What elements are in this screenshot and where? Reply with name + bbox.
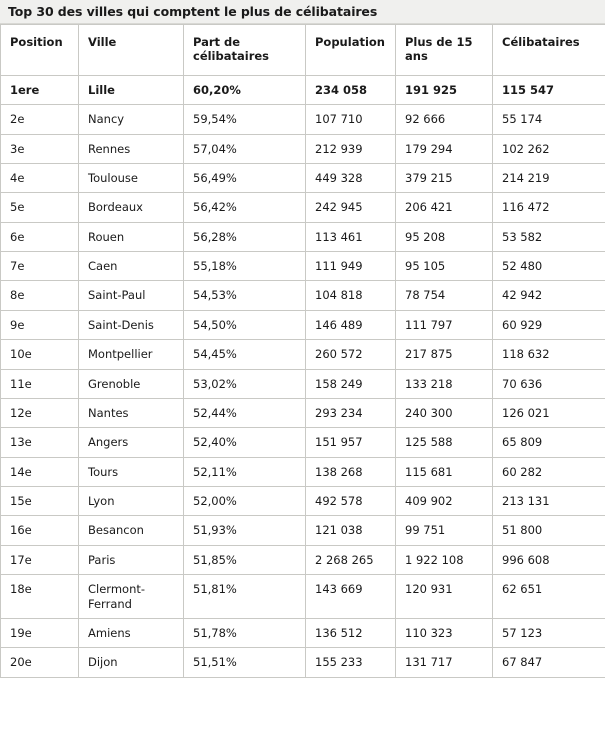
- cell-city: Rennes: [79, 134, 184, 163]
- cell-over15: 78 754: [396, 281, 493, 310]
- cell-over15: 92 666: [396, 105, 493, 134]
- cell-position: 7e: [1, 252, 79, 281]
- cell-singles: 116 472: [493, 193, 605, 222]
- ranking-table: [0, 24, 605, 678]
- cell-share: 54,50%: [184, 310, 306, 339]
- cell-city: Nantes: [79, 398, 184, 427]
- cell-position: 14e: [1, 457, 79, 486]
- cell-singles: 42 942: [493, 281, 605, 310]
- cell-singles: 60 929: [493, 310, 605, 339]
- table-row: [1, 75, 605, 104]
- cell-singles: 62 651: [493, 575, 605, 619]
- cell-over15: 206 421: [396, 193, 493, 222]
- cell-city: Toulouse: [79, 163, 184, 192]
- cell-city: Clermont-Ferrand: [79, 575, 184, 619]
- cell-over15: 379 215: [396, 163, 493, 192]
- column-header-population: Population: [306, 25, 396, 76]
- cell-city: Rouen: [79, 222, 184, 251]
- column-header-over15: Plus de 15 ans: [396, 25, 493, 76]
- table-row: [1, 281, 605, 310]
- cell-city: Nancy: [79, 105, 184, 134]
- cell-share: 51,81%: [184, 575, 306, 619]
- table-row: [1, 134, 605, 163]
- cell-population: 492 578: [306, 487, 396, 516]
- cell-city: Bordeaux: [79, 193, 184, 222]
- page-title: Top 30 des villes qui comptent le plus de célibataires: [8, 4, 378, 19]
- table-row: [1, 457, 605, 486]
- cell-singles: 55 174: [493, 105, 605, 134]
- title-bar: [0, 0, 605, 24]
- table-row: [1, 516, 605, 545]
- table-row: [1, 398, 605, 427]
- cell-position: 15e: [1, 487, 79, 516]
- cell-over15: 191 925: [396, 75, 493, 104]
- table-header-row: [1, 25, 605, 76]
- cell-share: 53,02%: [184, 369, 306, 398]
- cell-city: Lille: [79, 75, 184, 104]
- table-row: [1, 252, 605, 281]
- column-header-share: Part de célibataires: [184, 25, 306, 76]
- cell-city: Besancon: [79, 516, 184, 545]
- cell-population: 2 268 265: [306, 545, 396, 574]
- cell-position: 16e: [1, 516, 79, 545]
- cell-position: 17e: [1, 545, 79, 574]
- cell-city: Caen: [79, 252, 184, 281]
- table-row: [1, 428, 605, 457]
- cell-position: 2e: [1, 105, 79, 134]
- table-row: [1, 369, 605, 398]
- cell-population: 138 268: [306, 457, 396, 486]
- cell-share: 51,93%: [184, 516, 306, 545]
- cell-population: 111 949: [306, 252, 396, 281]
- cell-over15: 1 922 108: [396, 545, 493, 574]
- cell-position: 11e: [1, 369, 79, 398]
- table-row: [1, 648, 605, 677]
- cell-share: 52,44%: [184, 398, 306, 427]
- cell-position: 12e: [1, 398, 79, 427]
- table-header: [1, 25, 605, 76]
- table-body: [1, 75, 605, 677]
- cell-over15: 120 931: [396, 575, 493, 619]
- table-row: [1, 618, 605, 647]
- cell-over15: 115 681: [396, 457, 493, 486]
- cell-over15: 133 218: [396, 369, 493, 398]
- cell-population: 158 249: [306, 369, 396, 398]
- cell-singles: 67 847: [493, 648, 605, 677]
- cell-over15: 95 105: [396, 252, 493, 281]
- cell-population: 242 945: [306, 193, 396, 222]
- cell-share: 54,53%: [184, 281, 306, 310]
- cell-singles: 115 547: [493, 75, 605, 104]
- table-row: [1, 340, 605, 369]
- cell-population: 212 939: [306, 134, 396, 163]
- cell-share: 52,40%: [184, 428, 306, 457]
- cell-share: 56,49%: [184, 163, 306, 192]
- cell-over15: 179 294: [396, 134, 493, 163]
- column-header-position: Position: [1, 25, 79, 76]
- cell-share: 55,18%: [184, 252, 306, 281]
- cell-population: 155 233: [306, 648, 396, 677]
- cell-over15: 111 797: [396, 310, 493, 339]
- cell-share: 56,28%: [184, 222, 306, 251]
- cell-singles: 51 800: [493, 516, 605, 545]
- cell-population: 293 234: [306, 398, 396, 427]
- cell-position: 5e: [1, 193, 79, 222]
- cell-population: 143 669: [306, 575, 396, 619]
- cell-city: Lyon: [79, 487, 184, 516]
- cell-city: Montpellier: [79, 340, 184, 369]
- cell-position: 4e: [1, 163, 79, 192]
- cell-over15: 125 588: [396, 428, 493, 457]
- cell-population: 146 489: [306, 310, 396, 339]
- cell-position: 1ere: [1, 75, 79, 104]
- cell-city: Angers: [79, 428, 184, 457]
- cell-position: 8e: [1, 281, 79, 310]
- cell-city: Amiens: [79, 618, 184, 647]
- table-row: [1, 545, 605, 574]
- cell-population: 260 572: [306, 340, 396, 369]
- cell-singles: 57 123: [493, 618, 605, 647]
- table-row: [1, 193, 605, 222]
- cell-over15: 110 323: [396, 618, 493, 647]
- cell-singles: 70 636: [493, 369, 605, 398]
- cell-position: 10e: [1, 340, 79, 369]
- cell-singles: 65 809: [493, 428, 605, 457]
- cell-share: 52,00%: [184, 487, 306, 516]
- cell-population: 449 328: [306, 163, 396, 192]
- cell-share: 54,45%: [184, 340, 306, 369]
- cell-singles: 53 582: [493, 222, 605, 251]
- cell-share: 59,54%: [184, 105, 306, 134]
- cell-position: 13e: [1, 428, 79, 457]
- cell-position: 19e: [1, 618, 79, 647]
- cell-share: 60,20%: [184, 75, 306, 104]
- cell-city: Saint-Denis: [79, 310, 184, 339]
- cell-singles: 214 219: [493, 163, 605, 192]
- cell-population: 136 512: [306, 618, 396, 647]
- cell-singles: 996 608: [493, 545, 605, 574]
- cell-over15: 217 875: [396, 340, 493, 369]
- cell-over15: 131 717: [396, 648, 493, 677]
- cell-singles: 60 282: [493, 457, 605, 486]
- column-header-city: Ville: [79, 25, 184, 76]
- cell-share: 57,04%: [184, 134, 306, 163]
- cell-over15: 95 208: [396, 222, 493, 251]
- cell-population: 107 710: [306, 105, 396, 134]
- cell-over15: 99 751: [396, 516, 493, 545]
- cell-share: 51,78%: [184, 618, 306, 647]
- cell-over15: 240 300: [396, 398, 493, 427]
- table-row: [1, 105, 605, 134]
- table-row: [1, 222, 605, 251]
- cell-city: Grenoble: [79, 369, 184, 398]
- cell-singles: 213 131: [493, 487, 605, 516]
- cell-over15: 409 902: [396, 487, 493, 516]
- cell-position: 3e: [1, 134, 79, 163]
- cell-singles: 118 632: [493, 340, 605, 369]
- cell-position: 20e: [1, 648, 79, 677]
- table-row: [1, 163, 605, 192]
- cell-city: Saint-Paul: [79, 281, 184, 310]
- cell-share: 52,11%: [184, 457, 306, 486]
- cell-share: 56,42%: [184, 193, 306, 222]
- cell-population: 121 038: [306, 516, 396, 545]
- cell-share: 51,51%: [184, 648, 306, 677]
- cell-singles: 52 480: [493, 252, 605, 281]
- cell-position: 6e: [1, 222, 79, 251]
- cell-population: 113 461: [306, 222, 396, 251]
- cell-city: Tours: [79, 457, 184, 486]
- cell-city: Dijon: [79, 648, 184, 677]
- cell-population: 104 818: [306, 281, 396, 310]
- cell-position: 18e: [1, 575, 79, 619]
- cell-population: 151 957: [306, 428, 396, 457]
- cell-city: Paris: [79, 545, 184, 574]
- cell-population: 234 058: [306, 75, 396, 104]
- cell-share: 51,85%: [184, 545, 306, 574]
- cell-singles: 102 262: [493, 134, 605, 163]
- table-row: [1, 487, 605, 516]
- cell-singles: 126 021: [493, 398, 605, 427]
- table-row: [1, 310, 605, 339]
- table-row: [1, 575, 605, 619]
- cell-position: 9e: [1, 310, 79, 339]
- column-header-singles: Célibataires: [493, 25, 605, 76]
